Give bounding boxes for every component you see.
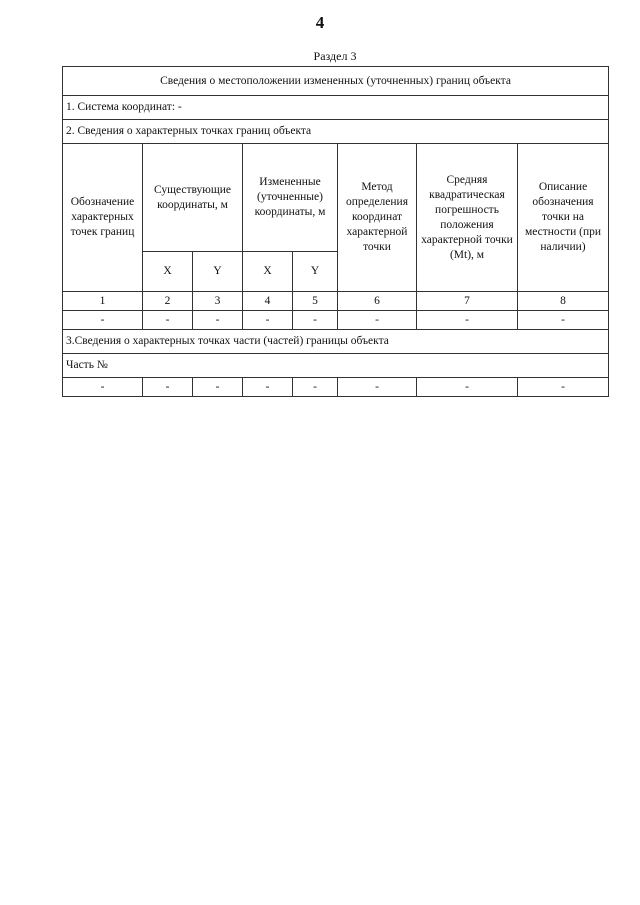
table-cell: - (338, 378, 417, 397)
column-number: 7 (417, 292, 518, 311)
table-cell: - (338, 311, 417, 330)
header-method: Метод определения координат характерной точки (338, 144, 417, 292)
table-cell: - (193, 311, 243, 330)
header-error: Средняя квадратическая погрешность положения характерной точки (Mt), м (417, 144, 518, 292)
table-cell: - (417, 378, 518, 397)
table-row (63, 311, 609, 330)
table-cell: - (293, 378, 338, 397)
section-label: Раздел 3 (313, 49, 357, 63)
column-number: 5 (293, 292, 338, 311)
header-existing-x: X (143, 252, 193, 292)
table-row (63, 378, 609, 397)
header-designation: Обозначение характерных точек границ (63, 144, 143, 292)
boundary-points-table (62, 66, 609, 397)
column-numbers-row (63, 292, 609, 311)
table-title: Сведения о местоположении измененных (уточненных) границ объекта (63, 67, 609, 96)
header-changed-y: Y (293, 252, 338, 292)
coordinate-system-row: 1. Система координат: - (63, 96, 609, 120)
table-cell: - (63, 378, 143, 397)
part-number-label: Часть № (63, 354, 609, 378)
table-cell: - (293, 311, 338, 330)
characteristic-points-heading: 2. Сведения о характерных точках границ объекта (63, 120, 609, 144)
column-number: 3 (193, 292, 243, 311)
page-number: 4 (315, 13, 325, 32)
column-number: 2 (143, 292, 193, 311)
column-number: 6 (338, 292, 417, 311)
header-existing-y: Y (193, 252, 243, 292)
table-cell: - (63, 311, 143, 330)
table-cell: - (143, 378, 193, 397)
column-number: 8 (518, 292, 609, 311)
table-cell: - (243, 311, 293, 330)
table-cell: - (518, 378, 609, 397)
header-existing-coords: Существующие координаты, м (143, 144, 243, 252)
header-description: Описание обозначения точки на местности (при наличии) (518, 144, 609, 292)
table-cell: - (193, 378, 243, 397)
table-cell: - (518, 311, 609, 330)
header-changed-coords: Измененные (уточненные) координаты, м (243, 144, 338, 252)
table-cell: - (143, 311, 193, 330)
part-points-heading: 3.Сведения о характерных точках части (частей) границы объекта (63, 330, 609, 354)
table-cell: - (417, 311, 518, 330)
column-number: 4 (243, 292, 293, 311)
header-changed-x: X (243, 252, 293, 292)
column-number: 1 (63, 292, 143, 311)
table-cell: - (243, 378, 293, 397)
